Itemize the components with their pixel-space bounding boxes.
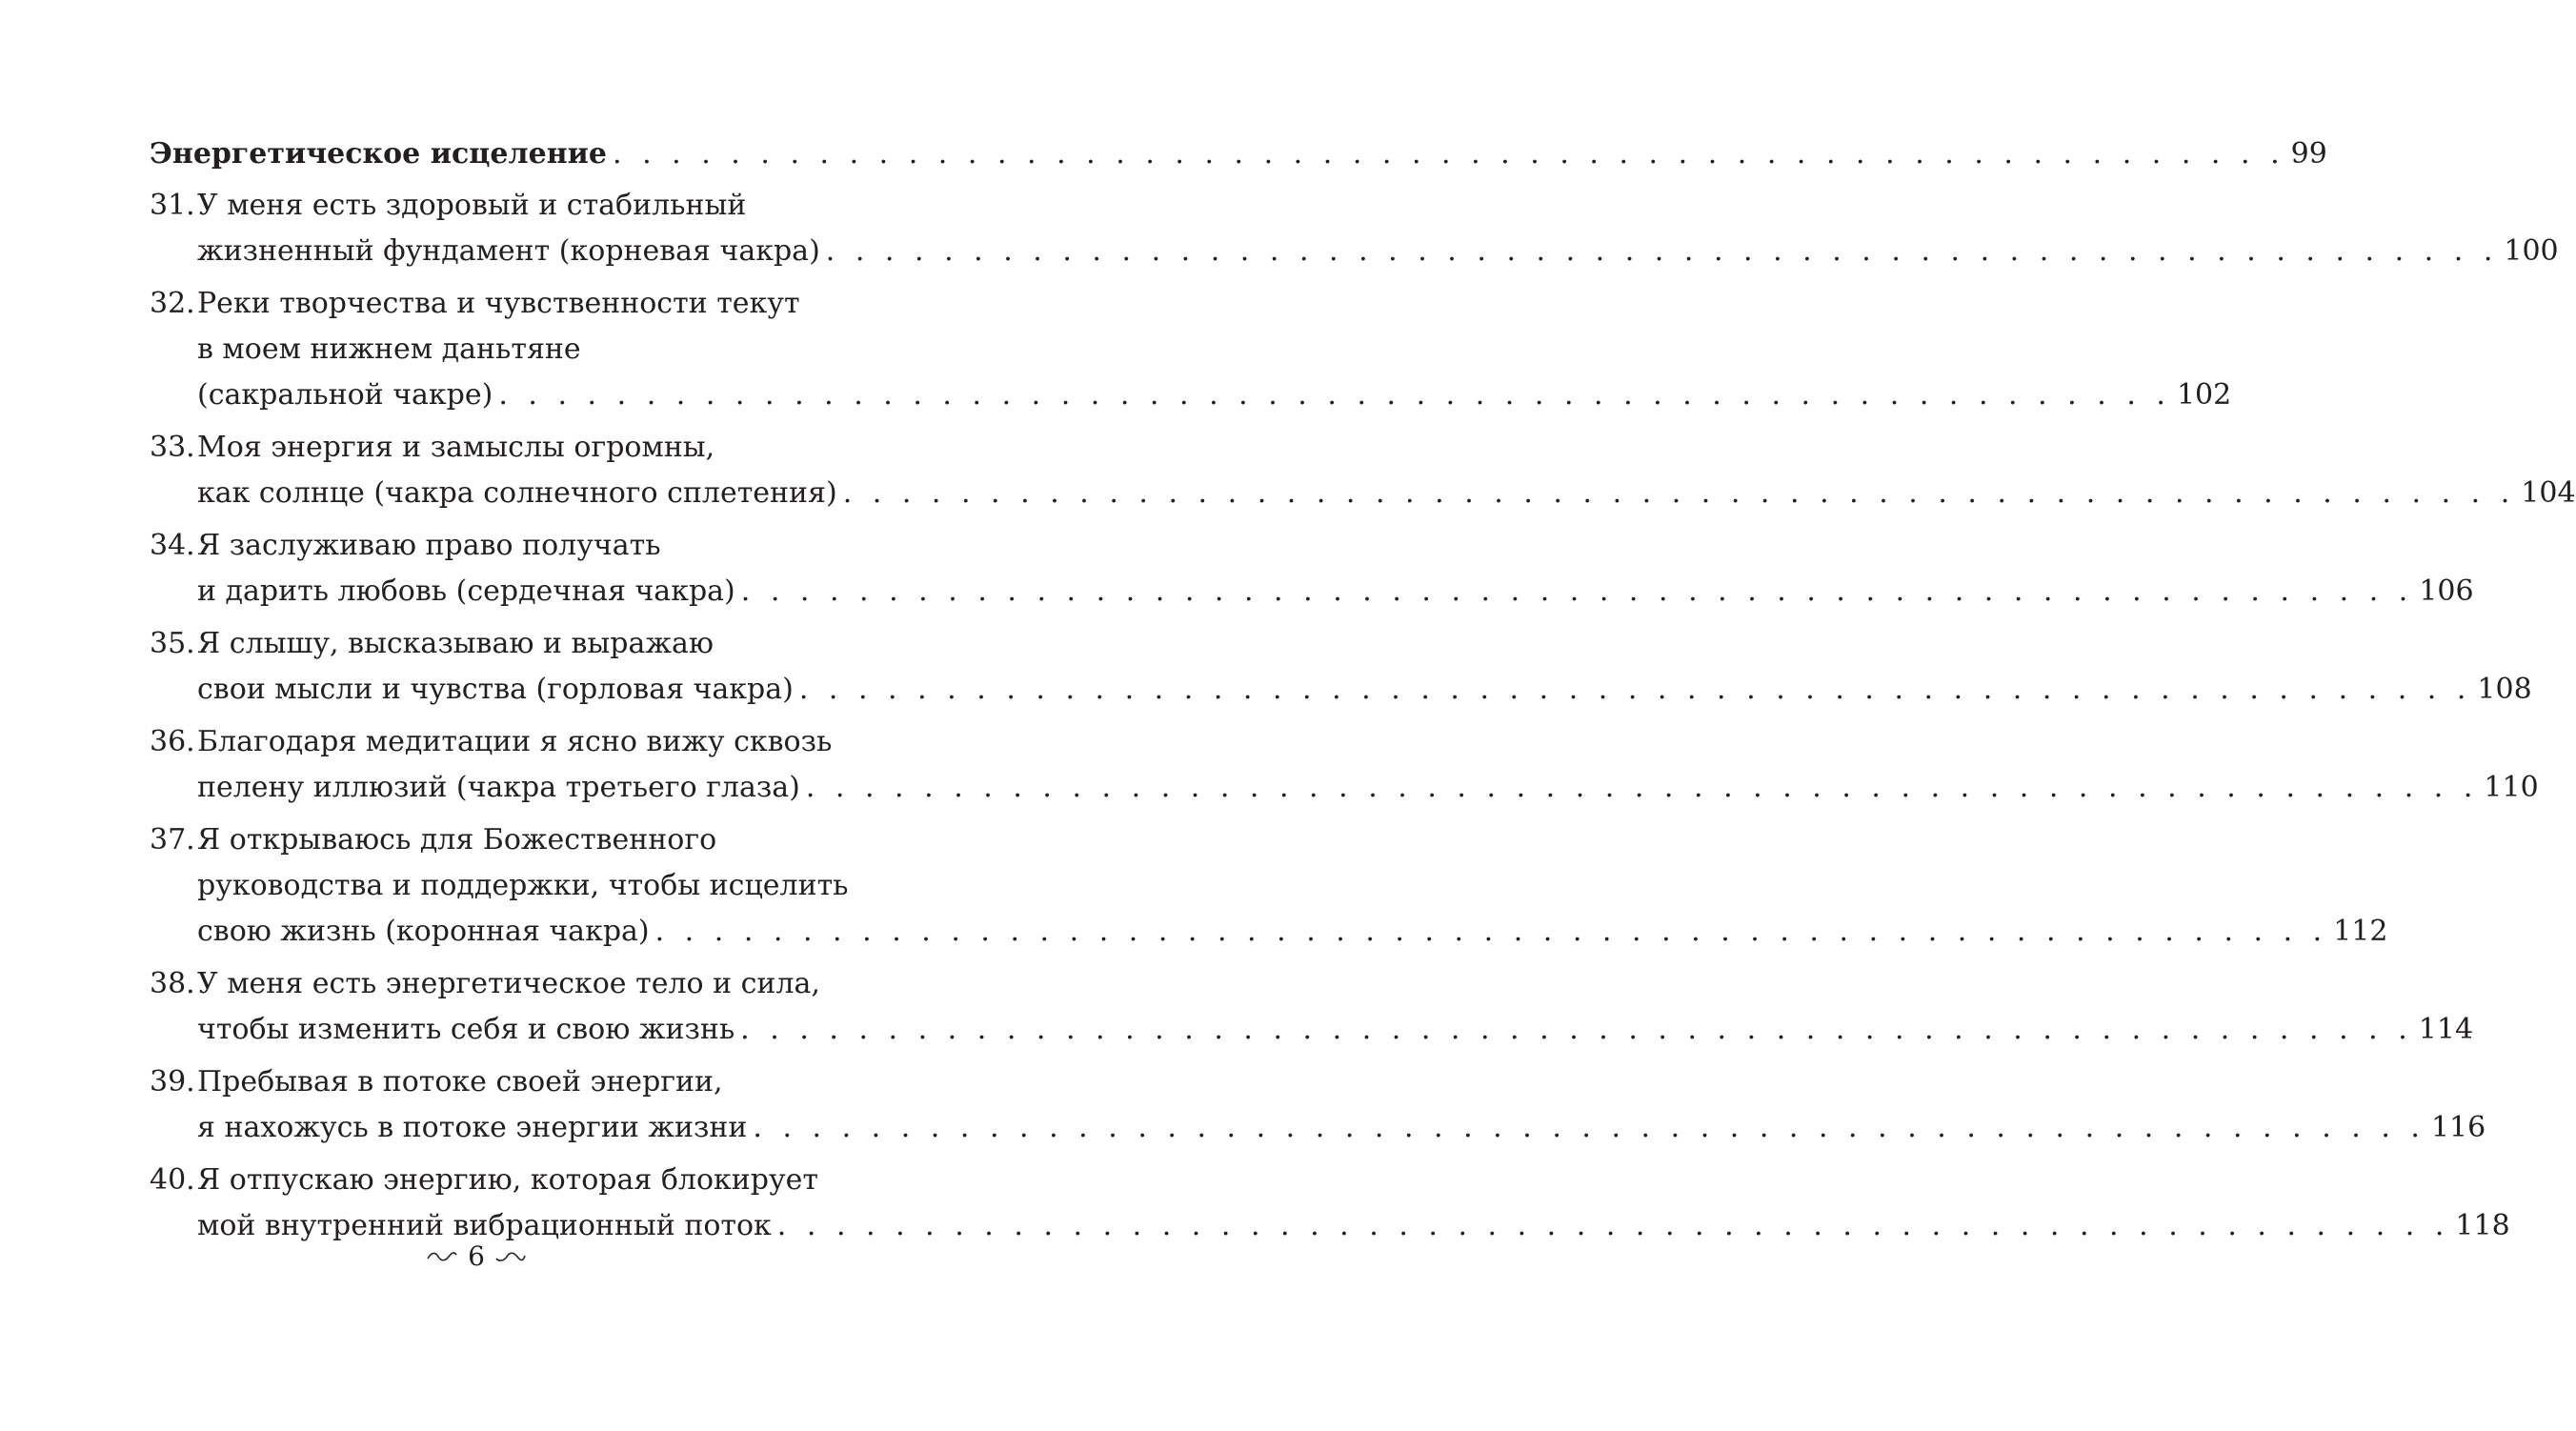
entry-text: и дарить любовь (сердечная чакра) xyxy=(197,574,735,608)
page-number: 6 xyxy=(468,1240,485,1272)
toc-entry-line xyxy=(150,281,879,327)
entry-page-number: 116 xyxy=(2430,1111,2486,1144)
leader-dots xyxy=(806,765,2479,811)
toc-entry[interactable] xyxy=(150,961,2474,1053)
leader-dots xyxy=(498,373,2171,418)
entry-text: я нахожусь в потоке энергии жизни xyxy=(197,1111,748,1144)
toc-entry-line xyxy=(150,1105,2486,1151)
entry-text: в моем нижнем даньтяне xyxy=(197,333,581,366)
entry-page-number: 106 xyxy=(2419,574,2474,608)
entry-page-number: 104 xyxy=(2521,476,2576,510)
toc-entry[interactable] xyxy=(150,425,2576,516)
toc-entry-line xyxy=(150,817,879,863)
entry-page-number: 110 xyxy=(2484,771,2539,804)
toc-entry[interactable] xyxy=(150,621,2532,713)
entry-text: Пребывая в потоке своей энергии, xyxy=(197,1065,723,1098)
entry-number: 33. xyxy=(150,431,195,464)
toc-entry[interactable] xyxy=(150,281,2232,418)
entry-page-number: 102 xyxy=(2176,378,2232,412)
toc-entry[interactable] xyxy=(150,817,2388,955)
swash-right-icon xyxy=(494,1250,527,1263)
toc-entry-line xyxy=(150,327,879,373)
entry-text: жизненный фундамент (корневая чакра) xyxy=(197,234,820,268)
toc-entry-line xyxy=(150,765,2539,811)
toc-entry-line xyxy=(150,523,879,569)
section-title: Энергетическое исцеление xyxy=(150,137,608,171)
entry-page-number: 112 xyxy=(2333,915,2388,948)
toc-entry[interactable] xyxy=(150,183,2559,274)
toc-entry-line xyxy=(150,719,879,765)
toc-entry-line xyxy=(150,909,2388,955)
toc-entry[interactable] xyxy=(150,1059,2486,1151)
section-heading xyxy=(150,131,2327,183)
entry-number: 36. xyxy=(150,725,195,758)
leader-dots xyxy=(655,909,2328,955)
toc-entry-line xyxy=(150,229,2559,274)
toc-entry-line xyxy=(150,621,879,667)
toc-entry[interactable] xyxy=(150,1158,2510,1249)
swash-left-icon xyxy=(426,1250,458,1263)
entry-text: У меня есть здоровый и стабильный xyxy=(197,189,747,222)
section-page-number: 99 xyxy=(2290,137,2327,171)
entry-text: как солнце (чакра солнечного сплетения) xyxy=(197,476,837,510)
entry-text: Я слышу, высказываю и выражаю xyxy=(197,627,714,660)
entry-text: Я заслуживаю право получать xyxy=(197,529,661,562)
entry-text: (сакральной чакре) xyxy=(197,378,493,412)
entry-text: пелену иллюзий (чакра третьего глаза) xyxy=(197,771,800,804)
leader-dots xyxy=(799,667,2472,713)
entry-text: Я отпускаю энергию, которая блокирует xyxy=(197,1163,818,1197)
leader-dots xyxy=(613,131,2285,177)
entry-text: чтобы изменить себя и свою жизнь xyxy=(197,1013,735,1046)
toc-entry-line xyxy=(150,183,879,229)
leader-dots xyxy=(826,229,2499,274)
toc-entry-line xyxy=(150,1158,879,1203)
table-of-contents xyxy=(150,131,2576,1256)
toc-entry-line xyxy=(150,1059,879,1105)
toc-entry-line xyxy=(150,569,2474,615)
entry-text: Моя энергия и замыслы огромны, xyxy=(197,431,715,464)
leader-dots xyxy=(741,569,2414,615)
entry-text: мой внутренний вибрационный поток xyxy=(197,1209,772,1242)
entry-number: 32. xyxy=(150,287,195,320)
leader-dots xyxy=(777,1203,2450,1249)
toc-entry-line xyxy=(150,471,2576,516)
entry-page-number: 108 xyxy=(2477,673,2532,706)
entry-number: 39. xyxy=(150,1065,195,1098)
entry-text: свои мысли и чувства (горловая чакра) xyxy=(197,673,794,706)
entry-number: 40. xyxy=(150,1163,195,1197)
entry-number: 37. xyxy=(150,823,195,857)
entry-number: 38. xyxy=(150,967,195,1000)
entry-page-number: 114 xyxy=(2418,1013,2474,1046)
leader-dots xyxy=(740,1007,2413,1053)
entry-page-number: 100 xyxy=(2504,234,2559,268)
toc-entry[interactable] xyxy=(150,523,2474,615)
leader-dots xyxy=(843,471,2516,516)
entry-text: Я открываюсь для Божественного xyxy=(197,823,717,857)
toc-entry-line xyxy=(150,667,2532,713)
entry-text: свою жизнь (коронная чакра) xyxy=(197,915,650,948)
toc-entry-line xyxy=(150,425,879,471)
entry-number: 31. xyxy=(150,189,195,222)
entry-number: 35. xyxy=(150,627,195,660)
page-folio xyxy=(0,1240,953,1272)
toc-entry[interactable] xyxy=(150,719,2539,811)
toc-entry-line xyxy=(150,863,879,909)
toc-entry-line xyxy=(150,961,879,1007)
entry-text: Реки творчества и чувственности текут xyxy=(197,287,800,320)
entry-text: У меня есть энергетическое тело и сила, xyxy=(197,967,820,1000)
entry-text: руководства и поддержки, чтобы исцелить xyxy=(197,869,849,902)
entry-number: 34. xyxy=(150,529,195,562)
leader-dots xyxy=(753,1105,2425,1151)
toc-entry-line xyxy=(150,373,2232,418)
entry-page-number: 118 xyxy=(2455,1209,2510,1242)
toc-entry-line xyxy=(150,1007,2474,1053)
entry-text: Благодаря медитации я ясно вижу сквозь xyxy=(197,725,833,758)
